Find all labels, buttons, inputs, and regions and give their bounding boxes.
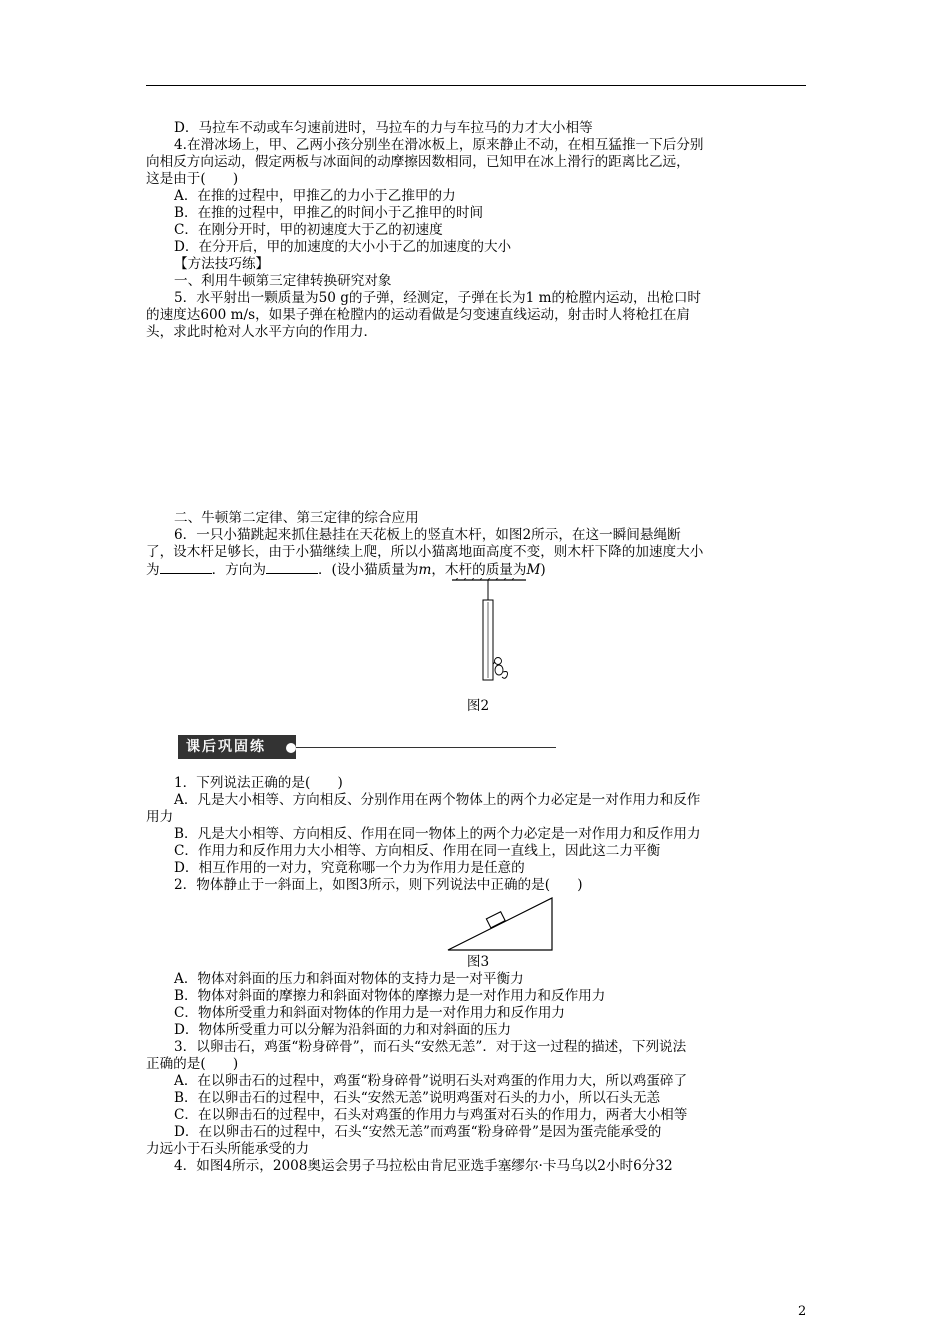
- text-line: 的速度达600 m/s，如果子弹在枪膛内的运动看做是匀变速直线运动，射击时人将枪扛在肩: [146, 307, 691, 323]
- text-line: C．在刚分开时，甲的初速度大于乙的初速度: [174, 222, 443, 238]
- section-heading: 【方法技巧练】: [174, 256, 270, 272]
- text-line: D．在分开后，甲的加速度的大小小于乙的加速度的大小: [174, 239, 512, 255]
- option-line: B．在以卵击石的过程中，石头“安然无恙”说明鸡蛋对石头的力小，所以石头无恙: [174, 1090, 661, 1106]
- text-line: 向相反方向运动，假定两板与冰面间的动摩擦因数相同，已知甲在冰上滑行的距离比乙远，: [146, 154, 690, 170]
- text-line: B．在推的过程中，甲推乙的时间小于乙推甲的时间: [174, 205, 484, 221]
- text-line: 6．一只小猫跳起来抓住悬挂在天花板上的竖直木杆，如图2所示，在这一瞬间悬绳断: [174, 527, 681, 543]
- text-fragment: ): [540, 562, 546, 578]
- question-line: 正确的是( ): [146, 1056, 239, 1072]
- option-line: C．物体所受重力和斜面对物体的作用力是一对作用力和反作用力: [174, 1005, 566, 1021]
- option-line: B．物体对斜面的摩擦力和斜面对物体的摩擦力是一对作用力和反作用力: [174, 988, 606, 1004]
- figure-2: [146, 578, 810, 698]
- cat-icon: [493, 658, 508, 679]
- option-line: 力远小于石头所能承受的力: [146, 1141, 310, 1157]
- text-fragment: ．方向为: [211, 562, 266, 578]
- option-line: D．相互作用的一对力，究竟称哪一个力为作用力是任意的: [174, 860, 525, 876]
- figure-3: [146, 894, 810, 954]
- subsection-heading: 一、利用牛顿第三定律转换研究对象: [174, 273, 392, 289]
- question-line: 2．物体静止于一斜面上，如图3所示，则下列说法中正确的是( ): [174, 877, 583, 893]
- text-line: [146, 561, 810, 578]
- text-fragment: ．(设小猫质量为: [317, 562, 419, 578]
- text-line: D．马拉车不动或车匀速前进时，马拉车的力与车拉马的力才大小相等: [174, 120, 593, 136]
- text-line: 5．水平射出一颗质量为50 g的子弹，经测定，子弹在长为1 m的枪膛内运动，出枪口时: [174, 290, 702, 306]
- text-line: 头，求此时枪对人水平方向的作用力．: [146, 324, 378, 340]
- question-line: 3．以卵击石，鸡蛋“粉身碎骨”，而石头“安然无恙”．对于这一过程的描述，下列说法: [174, 1039, 687, 1055]
- figure-3-caption: 图3: [466, 954, 490, 970]
- cat-pole-diagram: [146, 578, 810, 698]
- text-line: A．在推的过程中，甲推乙的力小于乙推甲的力: [174, 188, 456, 204]
- question-line: 1．下列说法正确的是( ): [174, 775, 343, 791]
- option-line: A．凡是大小相等、方向相反、分别作用在两个物体上的两个力必定是一对作用力和反作: [174, 792, 701, 808]
- question-line: 4．如图4所示，2008奥运会男子马拉松由肯尼亚选手塞缪尔·卡马乌以2小时6分32: [174, 1158, 673, 1174]
- subsection-heading: 二、牛顿第二定律、第三定律的综合应用: [174, 510, 419, 526]
- variable-M: M: [526, 562, 541, 578]
- section-rule: [296, 747, 556, 748]
- incline-diagram: [146, 894, 810, 954]
- text-line: 这是由于( ): [146, 171, 239, 187]
- option-line: C．作用力和反作用力大小相等、方向相反、作用在同一直线上，因此这二力平衡: [174, 843, 661, 859]
- bullet-dot-icon: [286, 743, 296, 753]
- option-line: C．在以卵击石的过程中，石头对鸡蛋的作用力与鸡蛋对石头的作用力，两者大小相等: [174, 1107, 688, 1123]
- page-number: 2: [798, 1304, 807, 1319]
- section-title: 课后巩固练: [178, 735, 296, 759]
- option-line: A．物体对斜面的压力和斜面对物体的支持力是一对平衡力: [174, 971, 524, 987]
- option-line: 用力: [146, 809, 174, 825]
- figure-2-caption: 图2: [466, 698, 490, 714]
- text-fragment: 为: [146, 562, 160, 578]
- text-line: 4.在滑冰场上，甲、乙两小孩分别坐在滑冰板上，原来静止不动，在相互猛推一下后分别: [174, 137, 704, 153]
- answer-blank[interactable]: [160, 561, 212, 574]
- page-content: [146, 120, 810, 1175]
- variable-m: m: [418, 562, 432, 578]
- option-line: D．在以卵击石的过程中，石头“安然无恙”而鸡蛋“粉身碎骨”是因为蛋壳能承受的: [174, 1124, 662, 1140]
- header-rule: [146, 85, 806, 86]
- option-line: D．物体所受重力可以分解为沿斜面的力和对斜面的压力: [174, 1022, 512, 1038]
- answer-blank[interactable]: [266, 561, 318, 574]
- option-line: A．在以卵击石的过程中，鸡蛋“粉身碎骨”说明石头对鸡蛋的作用力大，所以鸡蛋碎了: [174, 1073, 688, 1089]
- option-line: B．凡是大小相等、方向相反、作用在同一物体上的两个力必定是一对作用力和反作用力: [174, 826, 701, 842]
- text-fragment: ，木杆的质量为: [431, 562, 527, 578]
- section-banner: [146, 715, 810, 775]
- answer-space: [146, 341, 810, 510]
- text-line: 了，设木杆足够长，由于小猫继续上爬，所以小猫离地面高度不变，则木杆下降的加速度大小: [146, 544, 704, 560]
